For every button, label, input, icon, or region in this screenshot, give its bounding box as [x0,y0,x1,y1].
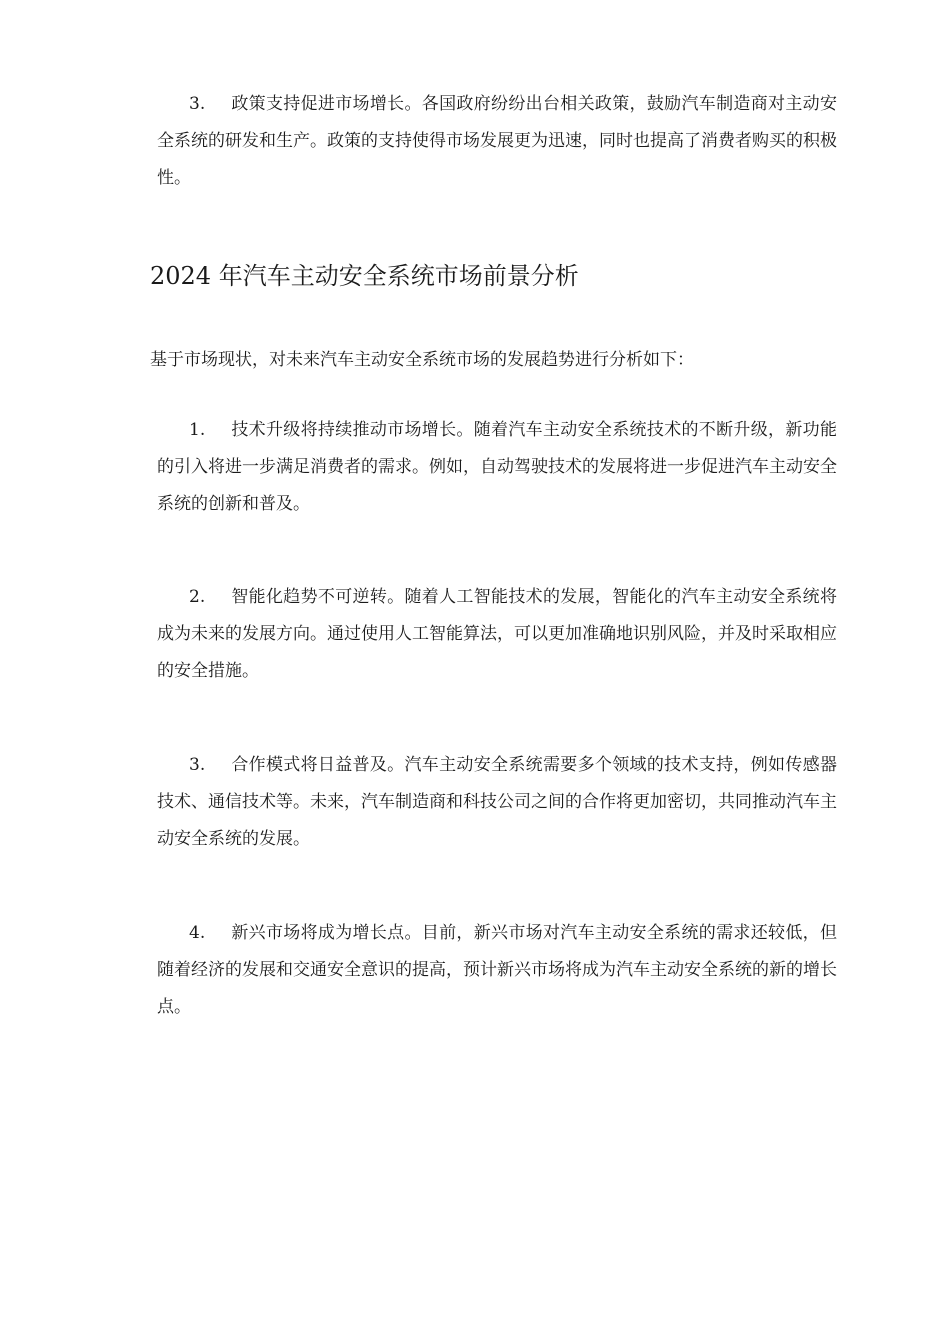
list-item-1 [157,412,837,523]
list-item-continued [157,86,837,197]
list-item-text: 智能化趋势不可逆转。随着人工智能技术的发展，智能化的汽车主动安全系统将成为未来的发展方向。通过使用人工智能算法，可以更加准确地识别风险，并及时采取相应的安全措施。 [157,587,837,681]
list-item-number: 2. [189,587,206,607]
list-item-4 [157,915,837,1026]
list-item-number: 3. [189,94,206,114]
list-item-number: 3. [189,755,206,775]
list-item-text: 新兴市场将成为增长点。目前，新兴市场对汽车主动安全系统的需求还较低，但随着经济的发展和交通安全意识的提高，预计新兴市场将成为汽车主动安全系统的新的增长点。 [157,923,837,1017]
list-item-text: 合作模式将日益普及。汽车主动安全系统需要多个领域的技术支持，例如传感器技术、通信技术等。未来，汽车制造商和科技公司之间的合作将更加密切，共同推动汽车主动安全系统的发展。 [157,755,837,849]
list-item-3 [157,747,837,858]
intro-paragraph: 基于市场现状，对未来汽车主动安全系统市场的发展趋势进行分析如下： [150,350,694,370]
list-item-number: 4. [189,923,206,943]
list-item-2 [157,579,837,690]
list-item-text: 技术升级将持续推动市场增长。随着汽车主动安全系统技术的不断升级，新功能的引入将进一步满足消费者的需求。例如，自动驾驶技术的发展将进一步促进汽车主动安全系统的创新和普及。 [157,420,837,514]
section-title: 2024 年汽车主动安全系统市场前景分析 [150,262,579,290]
list-item-text: 政策支持促进市场增长。各国政府纷纷出台相关政策，鼓励汽车制造商对主动安全系统的研发和生产。政策的支持使得市场发展更为迅速，同时也提高了消费者购买的积极性。 [157,94,837,188]
list-item-number: 1. [189,420,206,440]
